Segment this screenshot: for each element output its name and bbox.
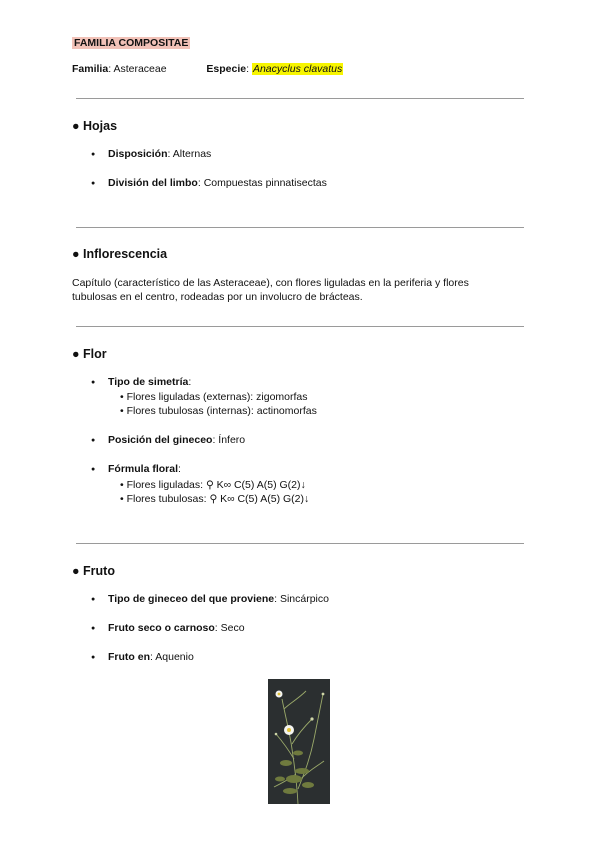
item-value: Sincárpico — [279, 593, 329, 605]
list-item: ● Disposición: Alternas — [108, 148, 211, 160]
item-value: Seco — [220, 622, 245, 634]
divider — [76, 98, 524, 99]
divider — [76, 326, 524, 327]
plant-photo — [268, 679, 330, 804]
divider — [76, 543, 524, 544]
item-label: Tipo de simetría — [108, 376, 189, 388]
sub-item: • Flores liguladas (externas): zigomorfas — [120, 391, 308, 403]
flower-bud — [310, 717, 313, 720]
item-label: División del limbo — [108, 177, 198, 189]
sub-list — [120, 390, 317, 418]
item-value: Ínfero — [218, 434, 246, 446]
list-item: ● Fruto en: Aquenio — [108, 651, 194, 663]
item-label: Fórmula floral — [108, 463, 179, 475]
familia-value: Asteraceae — [113, 63, 167, 75]
item-value: Aquenio — [155, 651, 194, 663]
flower-head — [284, 725, 294, 735]
item-value: Compuestas pinnatisectas — [203, 177, 327, 189]
list-item: ● Posición del gineceo: Ínfero — [108, 434, 245, 446]
flower-bud — [322, 693, 325, 696]
sub-item: • Flores liguladas: ⚲ K∞ C(5) A(5) G(2)↓ — [120, 479, 306, 491]
sub-item: • Flores tubulosas (internas): actinomorfas — [120, 405, 317, 417]
especie-label: Especie — [206, 63, 247, 75]
flower-head — [276, 691, 283, 698]
inflorescencia-description — [72, 276, 512, 304]
item-label: Fruto en — [108, 651, 150, 663]
item-label: Fruto seco o carnoso — [108, 622, 215, 634]
especie-value: Anacyclus clavatus — [252, 63, 343, 75]
item-label: Tipo de gineceo del que proviene — [108, 593, 275, 605]
section-heading-inflorescencia: ● Inflorescencia — [72, 247, 168, 261]
taxonomy-line: Familia: Asteraceae Especie: Anacyclus clavatus — [72, 63, 343, 75]
divider — [76, 227, 524, 228]
familia-label: Familia — [72, 63, 109, 75]
paragraph-line: tubulosas en el centro, rodeadas por un involucro de brácteas. — [72, 291, 363, 303]
flower-bud — [275, 733, 278, 736]
item-label: Posición del gineceo — [108, 434, 213, 446]
section-heading-flor: ● Flor — [72, 347, 107, 361]
list-item: ● Tipo de simetría: — [108, 376, 191, 388]
item-label: Disposición — [108, 148, 168, 160]
section-heading-hojas: ● Hojas — [72, 119, 118, 133]
list-item: ● Fruto seco o carnoso: Seco — [108, 622, 245, 634]
sub-list — [120, 478, 309, 506]
document-title: FAMILIA COMPOSITAE — [74, 37, 189, 49]
paragraph-line: Capítulo (característico de las Asteraceae), con flores liguladas en la periferia y flores — [72, 277, 469, 289]
section-heading-fruto: ● Fruto — [72, 564, 115, 578]
list-item: ● Fórmula floral: — [108, 463, 181, 475]
list-item: ● División del limbo: Compuestas pinnatisectas — [108, 177, 327, 189]
item-value: Alternas — [172, 148, 212, 160]
list-item: ● Tipo de gineceo del que proviene: Sincárpico — [108, 593, 329, 605]
sub-item: • Flores tubulosas: ⚲ K∞ C(5) A(5) G(2)↓ — [120, 493, 310, 505]
